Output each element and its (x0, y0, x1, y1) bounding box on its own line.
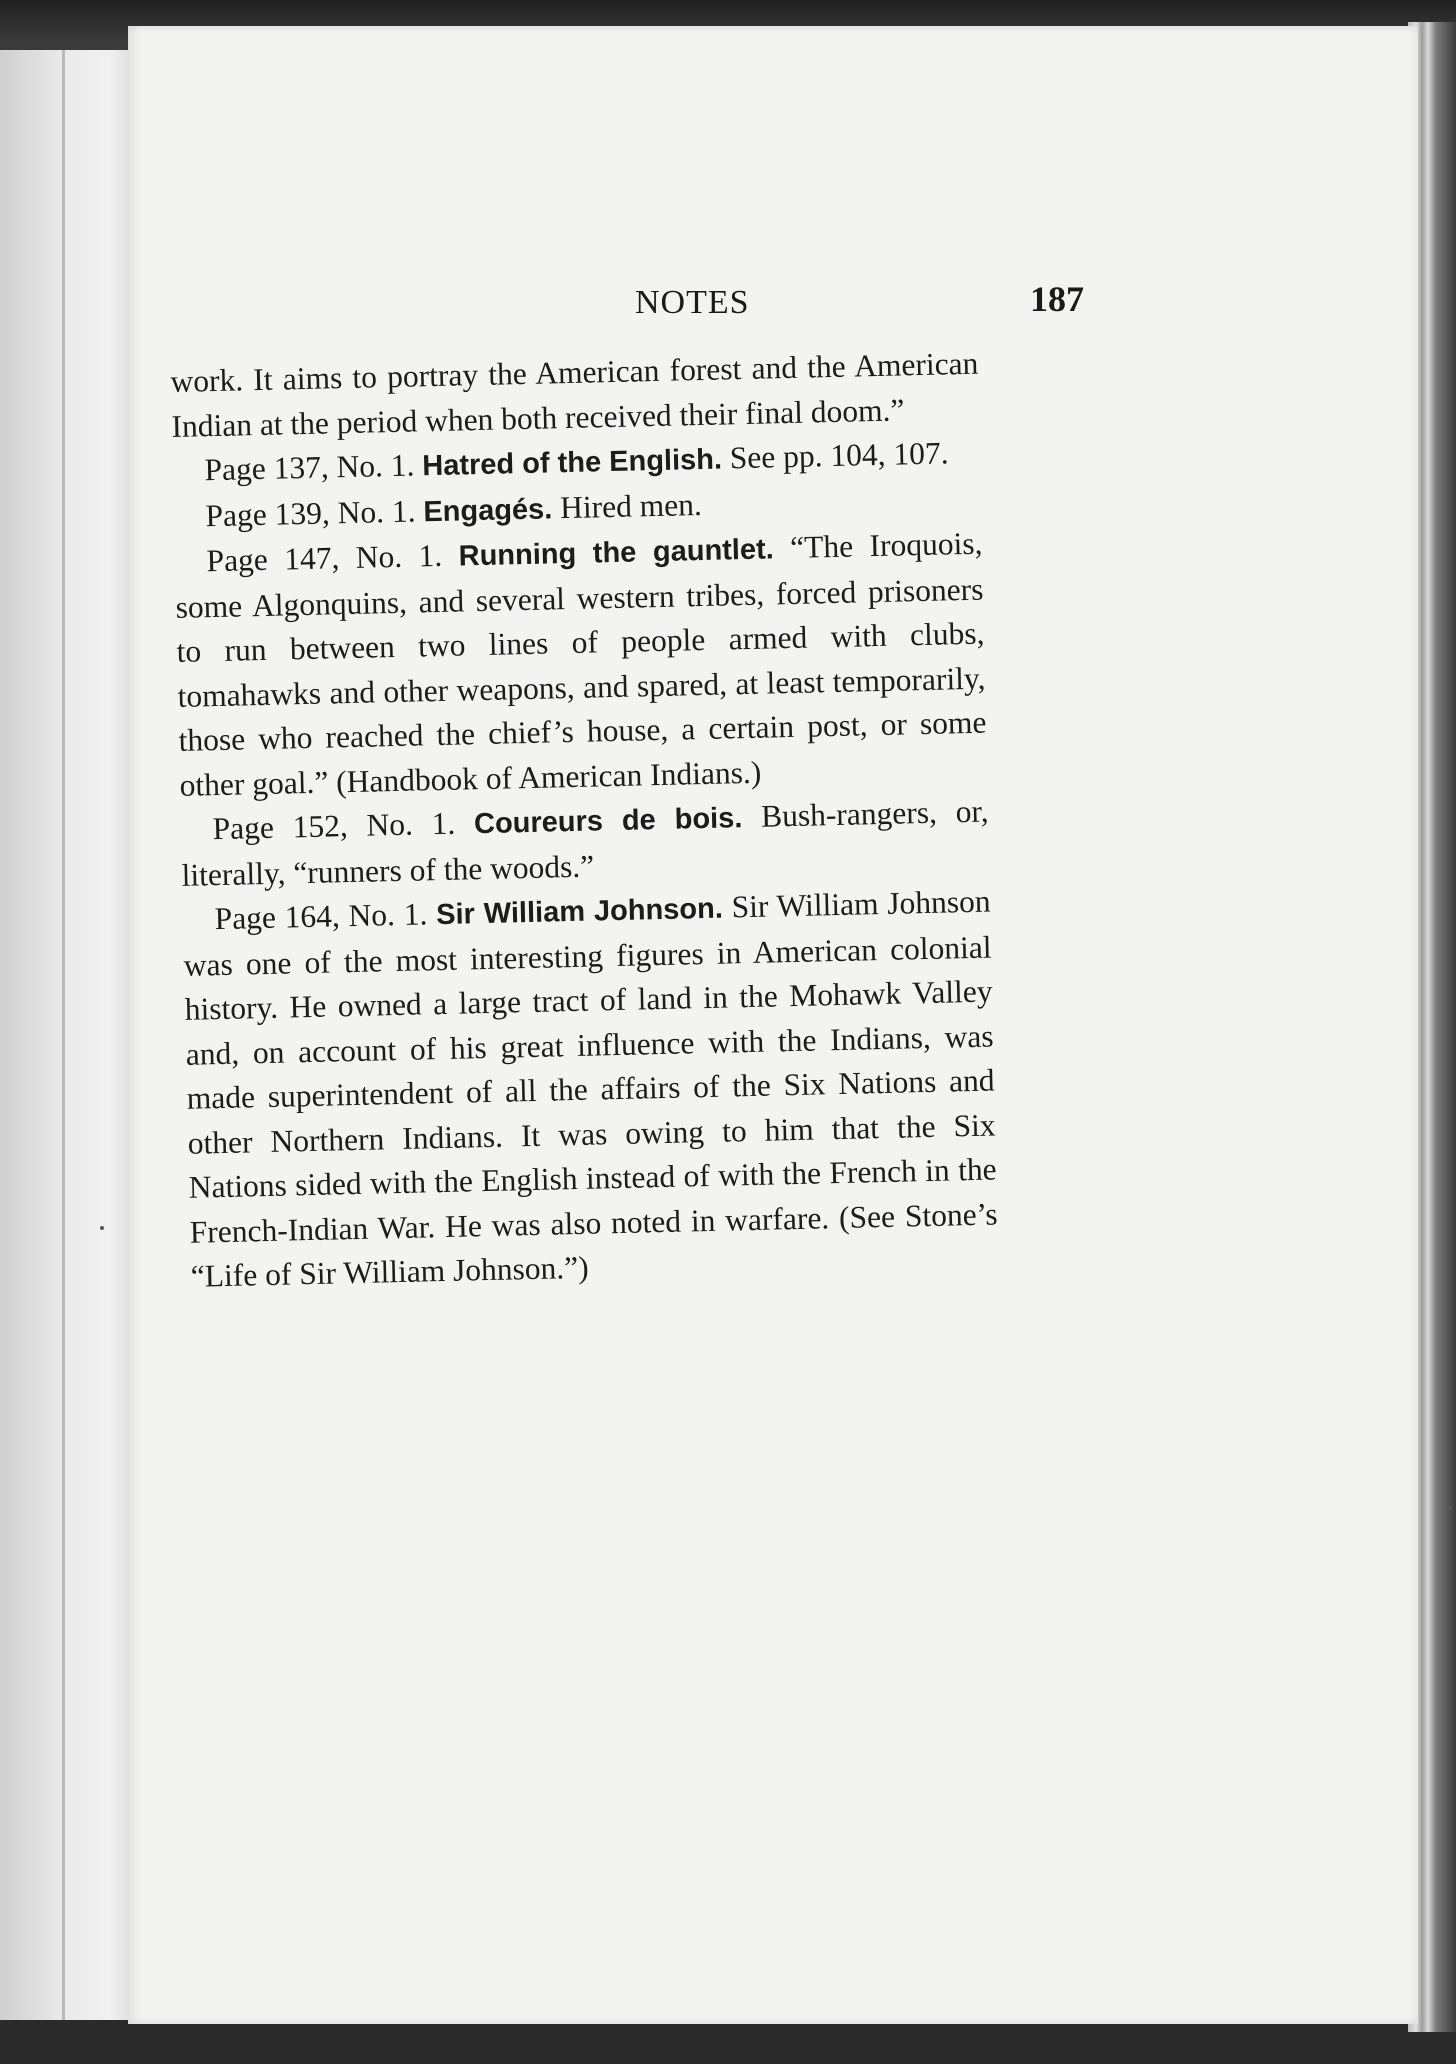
note-reference: Page 164, No. 1. (214, 896, 428, 937)
facing-page-edge (0, 50, 135, 2020)
note-text: See pp. 104, 107. (729, 435, 949, 476)
note-text: Sir William Johnson was one of the most interesting figures in American colonial history. He owned a large tract of land in the Mohawk Valley and, on account of his great influence with the Indians, was made superintendent of all the affairs of the Six Nations and other Northern Indians. It was owing to him that the Six Nations sided with the English instead of with the French in the French-Indian War. He was also noted in warfare. (See Stone’s “Life of Sir William Johnson.”) (183, 883, 998, 1294)
note-term: Sir William Johnson. (435, 892, 724, 932)
note-reference: Page 152, No. 1. (212, 805, 456, 847)
note-reference: Page 147, No. 1. (206, 537, 443, 579)
note-paragraph (182, 880, 999, 1300)
dust-speck (1448, 1506, 1452, 1510)
note-reference: Page 137, No. 1. (204, 447, 415, 488)
note-text: Bush-rangers, or, literally, “runners of the woods.” (181, 793, 989, 893)
note-term: Running the gauntlet. (458, 533, 775, 573)
running-title: NOTES (635, 284, 750, 321)
binding-fold (62, 50, 65, 2020)
note-term: Hatred of the English. (421, 443, 723, 483)
page-number: 187 (1030, 279, 1084, 319)
notes-body (170, 342, 999, 1300)
note-term: Coureurs de bois. (473, 802, 743, 841)
note-paragraph (174, 522, 988, 808)
page-header (170, 262, 1090, 322)
note-term: Engagés. (423, 492, 553, 528)
note-text: Hired men. (559, 486, 703, 525)
note-text: “The Iroquois, some Algonquins, and several western tribes, forced prisoners to run between two lines of people armed with clubs, tomahawks and other weapons, and spared, at least temporarily, those who reached the chief’s house, a certain post, or some other goal.” (Handbook of American Indians.) (175, 525, 987, 803)
dust-speck (100, 1226, 104, 1230)
note-text: work. It aims to portray the American forest and the American Indian at the period when both received their final doom.” (170, 345, 979, 444)
note-reference: Page 139, No. 1. (205, 492, 416, 533)
